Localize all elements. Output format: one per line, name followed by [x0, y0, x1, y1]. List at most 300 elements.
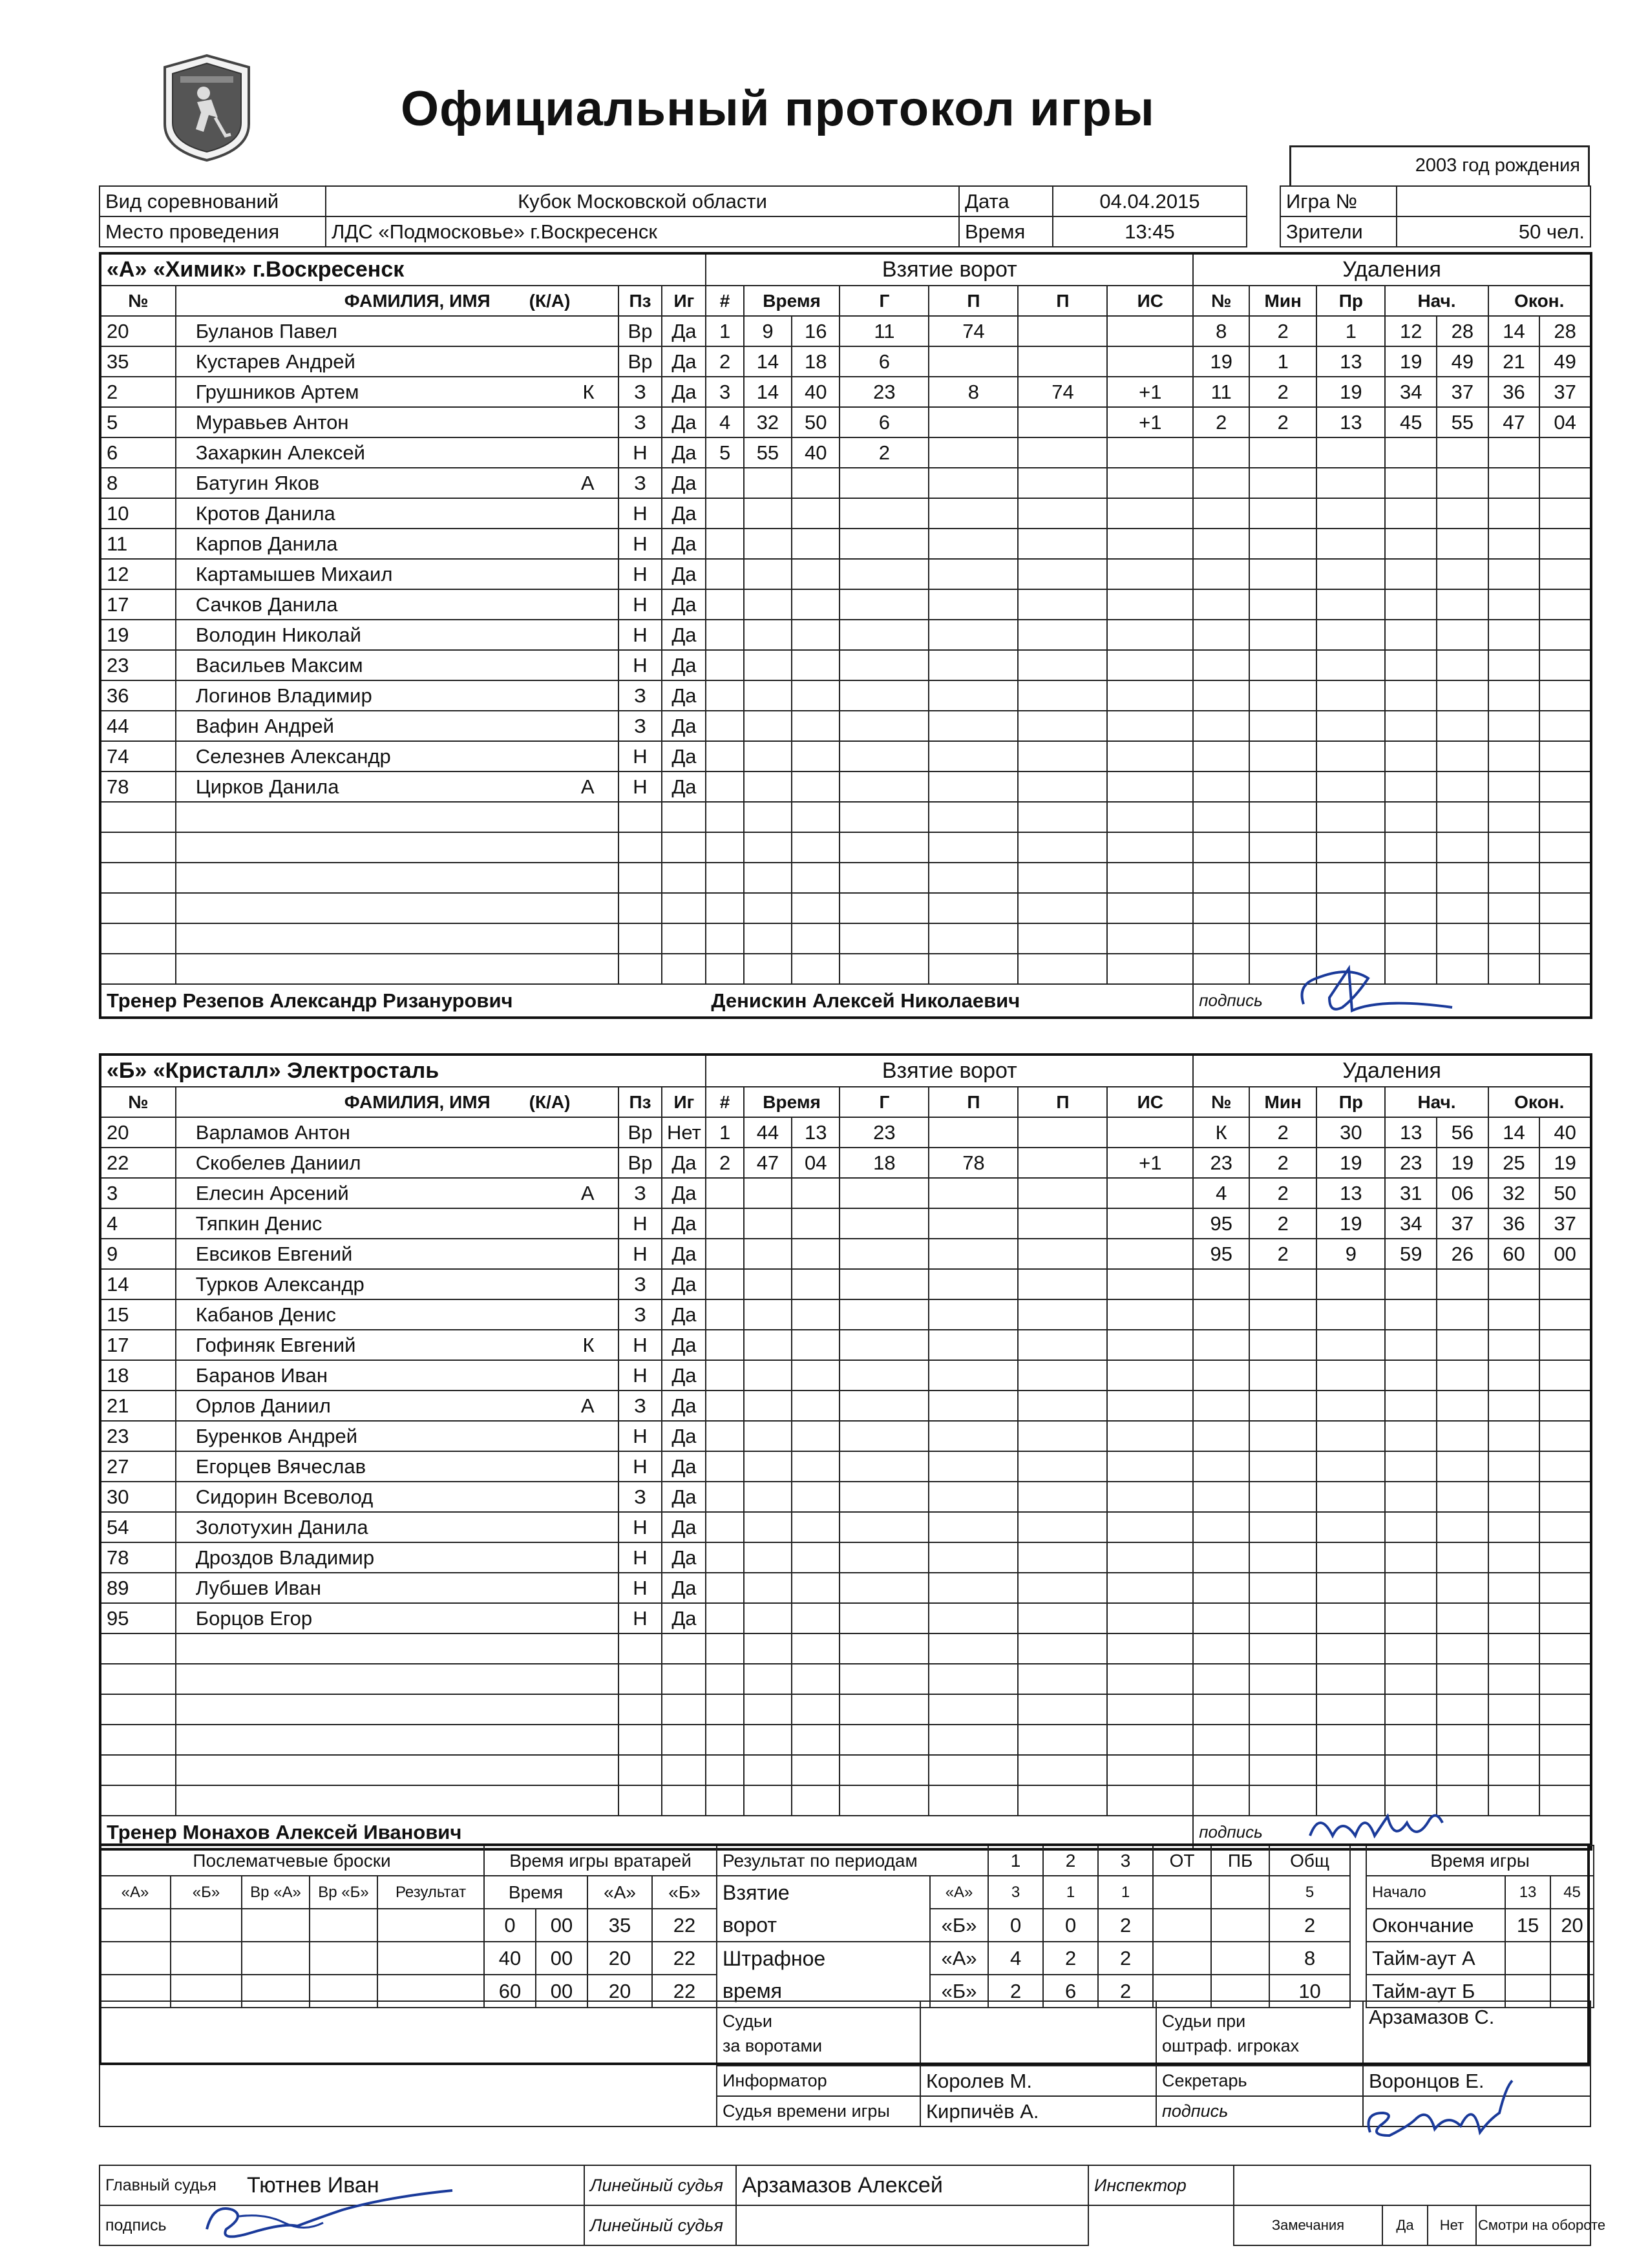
table-row — [100, 680, 1591, 711]
period-2: 2 — [1043, 1845, 1098, 1876]
player-position: Н — [618, 1542, 662, 1573]
player-name: Кабанов Денис — [195, 1303, 336, 1326]
table-row — [100, 1391, 1591, 1421]
player-name: Сидорин Всеволод — [195, 1485, 374, 1508]
table-row — [100, 1633, 1591, 1664]
goal-second: 04 — [792, 1148, 840, 1178]
penalty-start-sec: 49 — [1437, 346, 1488, 377]
birth-year-box — [1289, 145, 1590, 185]
table-row — [100, 802, 1591, 832]
penalty-minutes: 2 — [1249, 316, 1316, 346]
goal-index: 2 — [706, 1148, 743, 1178]
penalty-reason: 19 — [1316, 377, 1385, 407]
goal-assist-2 — [1018, 316, 1107, 346]
team-b-section — [99, 1053, 1590, 1851]
goal-second: 40 — [792, 437, 840, 468]
player-position: Н — [618, 1573, 662, 1603]
goals-b-p2: 0 — [1043, 1909, 1098, 1942]
period-pb: ПБ — [1211, 1845, 1269, 1876]
player-played: Да — [662, 589, 706, 620]
penalty-end-sec: 40 — [1539, 1117, 1591, 1148]
table-row — [100, 1664, 1591, 1694]
player-played: Да — [662, 1299, 706, 1330]
player-position: З — [618, 1391, 662, 1421]
goal-assist-1 — [929, 407, 1018, 437]
team-b-coach-signature — [1304, 1797, 1459, 1849]
period-ot: ОТ — [1153, 1845, 1211, 1876]
team_b-col-pen-start: Нач. — [1385, 1087, 1488, 1117]
goals-label: Взятие ворот — [723, 1881, 790, 1937]
player-played: Да — [662, 437, 706, 468]
table-row — [100, 529, 1591, 559]
player-position: Н — [618, 1451, 662, 1482]
penalty-start-min: 34 — [1385, 1208, 1437, 1239]
penalty-number: 8 — [1193, 316, 1249, 346]
goal-assist-2 — [1018, 437, 1107, 468]
player-played: Да — [662, 741, 706, 772]
player-position: Н — [618, 620, 662, 650]
player-played: Да — [662, 1208, 706, 1239]
penalty-end-min: 32 — [1488, 1178, 1540, 1208]
goal-scorer: 6 — [840, 346, 929, 377]
goal-scorer: 2 — [840, 437, 929, 468]
player-played: Да — [662, 1148, 706, 1178]
table-row — [100, 1755, 1591, 1785]
team_b-col-goal-idx: # — [706, 1087, 743, 1117]
player-played: Да — [662, 650, 706, 680]
goal-minute: 47 — [744, 1148, 792, 1178]
player-name: Муравьев Антон — [195, 410, 349, 434]
start-minute: 45 — [1550, 1876, 1594, 1909]
table-row — [100, 1603, 1591, 1633]
pim-a-p2: 2 — [1043, 1942, 1098, 1975]
player-number: 21 — [100, 1391, 176, 1421]
player-played: Да — [662, 1360, 706, 1391]
team_a-col-ig: Иг — [662, 286, 706, 316]
player-name: Грушников Артем — [195, 380, 359, 403]
player-played: Да — [662, 407, 706, 437]
table-row — [100, 1330, 1591, 1360]
penalty-reason: 30 — [1316, 1117, 1385, 1148]
team_a-col-pen-number: № — [1193, 286, 1249, 316]
penalty-minutes: 2 — [1249, 377, 1316, 407]
date-label: Дата — [959, 186, 1053, 216]
player-played: Да — [662, 1178, 706, 1208]
period-total: Общ — [1269, 1845, 1350, 1876]
period-title: Результат по периодам — [717, 1845, 988, 1876]
timeout-a-label: Тайм-аут А — [1366, 1942, 1505, 1975]
goals-team-b: «Б» — [930, 1909, 988, 1942]
summary-frame — [99, 1843, 1590, 2065]
penalty-minutes: 2 — [1249, 1208, 1316, 1239]
team_a-coach-2: Денискин Алексей Николаевич — [706, 984, 1193, 1018]
penalty-number: 2 — [1193, 407, 1249, 437]
table-row — [100, 772, 1591, 802]
player-played: Да — [662, 1512, 706, 1542]
penalty-start-min: 23 — [1385, 1148, 1437, 1178]
penalty-number: К — [1193, 1117, 1249, 1148]
goals-b-total: 2 — [1269, 1909, 1350, 1942]
secretary-label: Секретарь — [1156, 2066, 1363, 2096]
player-number: 19 — [100, 620, 176, 650]
goal-assist-1: 74 — [929, 316, 1018, 346]
team_b-col-ka: (К/А) — [529, 1091, 571, 1112]
informer-label: Информатор — [717, 2066, 920, 2096]
penalty-start-sec: 56 — [1437, 1117, 1488, 1148]
team_a-col-situation: ИС — [1107, 286, 1193, 316]
goals-a-p3: 1 — [1098, 1876, 1153, 1909]
player-name: Егорцев Вячеслав — [195, 1454, 366, 1478]
player-number: 30 — [100, 1482, 176, 1512]
player-number: 23 — [100, 650, 176, 680]
team_b-col-pz: Пз — [618, 1087, 662, 1117]
goal-situation: +1 — [1107, 377, 1193, 407]
table-row — [100, 1178, 1591, 1208]
goal-assist-2 — [1018, 407, 1107, 437]
penalty-reason: 13 — [1316, 407, 1385, 437]
timekeeper-label: Судья времени игры — [717, 2096, 920, 2126]
penalty-end-min: 60 — [1488, 1239, 1540, 1269]
chief-sign-label: подпись — [100, 2205, 242, 2245]
player-number: 22 — [100, 1148, 176, 1178]
player-name: Турков Александр — [195, 1272, 364, 1296]
penalty-minutes: 2 — [1249, 407, 1316, 437]
goalie-time-label: Время — [484, 1876, 587, 1909]
goal-minute: 44 — [744, 1117, 792, 1148]
goal-minute: 9 — [744, 316, 792, 346]
table-row — [100, 863, 1591, 893]
goal-minute: 14 — [744, 377, 792, 407]
goal-index: 5 — [706, 437, 743, 468]
goal-assist-1: 8 — [929, 377, 1018, 407]
player-played: Да — [662, 498, 706, 529]
goal-situation: +1 — [1107, 407, 1193, 437]
goals-b-p1: 0 — [988, 1909, 1043, 1942]
gk-row2-min: 40 — [484, 1942, 536, 1975]
player-name: Васильев Максим — [195, 653, 363, 677]
player-played: Да — [662, 1451, 706, 1482]
player-position: Вр — [618, 316, 662, 346]
player-name: Дроздов Владимир — [195, 1546, 375, 1569]
birth-year: 2003 год рождения — [1415, 155, 1580, 176]
goal-index: 2 — [706, 346, 743, 377]
goal-situation: +1 — [1107, 1148, 1193, 1178]
team_a-col-assist-2: П — [1018, 286, 1107, 316]
player-position: Н — [618, 559, 662, 589]
team_b-col-pen-number: № — [1193, 1087, 1249, 1117]
pim-team-a: «А» — [930, 1942, 988, 1975]
goal-index: 1 — [706, 316, 743, 346]
team_a-col-goal-time: Время — [744, 286, 840, 316]
venue-label: Место проведения — [100, 216, 326, 247]
table-row — [100, 1360, 1591, 1391]
player-position: Н — [618, 529, 662, 559]
goal-scorer: 6 — [840, 407, 929, 437]
player-number: 11 — [100, 529, 176, 559]
player-number: 20 — [100, 316, 176, 346]
player-position: Н — [618, 1330, 662, 1360]
goalie-time-title: Время игры вратарей — [484, 1845, 717, 1876]
goal-situation — [1107, 346, 1193, 377]
player-number: 78 — [100, 772, 176, 802]
see-back: Смотри на обороте — [1476, 2205, 1590, 2245]
competition-label: Вид соревнований — [100, 186, 326, 216]
goals-a-total: 5 — [1269, 1876, 1350, 1909]
goal-assist-1 — [929, 1117, 1018, 1148]
goal-index: 3 — [706, 377, 743, 407]
penalty-start-sec: 28 — [1437, 316, 1488, 346]
table-row — [100, 1725, 1591, 1755]
player-played: Да — [662, 620, 706, 650]
goal-second: 13 — [792, 1117, 840, 1148]
table-row — [100, 711, 1591, 741]
pim-b-p2: 6 — [1043, 1975, 1098, 2008]
team_b-coach: Тренер Монахов Алексей Иванович — [100, 1816, 1193, 1849]
team_a-table — [99, 252, 1592, 1019]
player-name: Картамышев Михаил — [195, 562, 393, 585]
penalty-number: 95 — [1193, 1239, 1249, 1269]
player-number: 74 — [100, 741, 176, 772]
penalty-start-min: 59 — [1385, 1239, 1437, 1269]
goal-scorer: 23 — [840, 1117, 929, 1148]
end-minute: 20 — [1550, 1909, 1594, 1942]
hockey-federation-logo — [158, 53, 255, 163]
time-value: 13:45 — [1053, 216, 1247, 247]
player-position: З — [618, 1269, 662, 1299]
player-position: З — [618, 1482, 662, 1512]
chief-referee-label: Главный судья — [100, 2165, 242, 2205]
penalty-number: 23 — [1193, 1148, 1249, 1178]
goals-team-a: «А» — [930, 1876, 988, 1909]
pim-a-p3: 2 — [1098, 1942, 1153, 1975]
table-row — [100, 620, 1591, 650]
penalty-reason: 1 — [1316, 316, 1385, 346]
player-name: Орлов Даниил — [195, 1394, 331, 1417]
player-position: Н — [618, 498, 662, 529]
pim-b-total: 10 — [1269, 1975, 1350, 2008]
pim-a-p1: 4 — [988, 1942, 1043, 1975]
shootout-title: Послематчевые броски — [100, 1845, 484, 1876]
goals-a-p2: 1 — [1043, 1876, 1098, 1909]
pim-a-total: 8 — [1269, 1942, 1350, 1975]
penalty-start-min: 31 — [1385, 1178, 1437, 1208]
gk-row1-min: 0 — [484, 1909, 536, 1942]
table-row — [100, 498, 1591, 529]
team_a-sign-label: подпись — [1199, 991, 1263, 1010]
player-position: Вр — [618, 1148, 662, 1178]
shootout-goalie-b: Вр «Б» — [310, 1876, 377, 1909]
player-name: Тяпкин Денис — [195, 1212, 322, 1235]
player-role: К — [582, 1333, 595, 1356]
player-played: Да — [662, 377, 706, 407]
table-row — [100, 923, 1591, 954]
player-name: Володин Николай — [195, 623, 361, 646]
team_b-col-assist-1: П — [929, 1087, 1018, 1117]
team_b-col-pen-end: Окон. — [1488, 1087, 1591, 1117]
goal-assist-1 — [929, 346, 1018, 377]
informer-value: Королев М. — [920, 2066, 1156, 2096]
player-played: Да — [662, 1330, 706, 1360]
table-row — [100, 832, 1591, 863]
table-row — [100, 893, 1591, 923]
gk-row3-min: 60 — [484, 1975, 536, 2008]
table-row — [100, 1451, 1591, 1482]
player-number: 2 — [100, 377, 176, 407]
goal-second: 16 — [792, 316, 840, 346]
inspector-label: Инспектор — [1088, 2165, 1234, 2205]
secretary-signature — [1351, 2074, 1545, 2152]
game-info-table — [99, 185, 1591, 247]
penalty-reason: 19 — [1316, 1208, 1385, 1239]
player-number: 5 — [100, 407, 176, 437]
team_a-col-number: № — [100, 286, 176, 316]
player-name: Батугин Яков — [195, 471, 320, 494]
penalty-start-min: 13 — [1385, 1117, 1437, 1148]
goal-situation — [1107, 1117, 1193, 1148]
penalty-end-min: 21 — [1488, 346, 1540, 377]
player-name: Карпов Данила — [195, 532, 338, 555]
player-role: А — [580, 1181, 595, 1204]
table-row — [100, 1239, 1591, 1269]
player-position: Н — [618, 650, 662, 680]
team-a-coach-signature — [1291, 959, 1459, 1017]
table-row — [100, 316, 1591, 346]
gk-row2-sec: 00 — [536, 1942, 587, 1975]
chief-referee-signature — [194, 2171, 465, 2249]
player-number: 15 — [100, 1299, 176, 1330]
team_b-col-pen-min: Мин — [1249, 1087, 1316, 1117]
player-position: Н — [618, 1512, 662, 1542]
notes-yes: Да — [1382, 2205, 1428, 2245]
penalty-start-min: 45 — [1385, 407, 1437, 437]
start-hour: 13 — [1505, 1876, 1550, 1909]
penalty-start-sec: 37 — [1437, 1208, 1488, 1239]
player-number: 4 — [100, 1208, 176, 1239]
player-position: Н — [618, 1208, 662, 1239]
player-name: Захаркин Алексей — [195, 441, 365, 464]
penalty-start-sec: 19 — [1437, 1148, 1488, 1178]
player-number: 3 — [100, 1178, 176, 1208]
goal-scorer: 18 — [840, 1148, 929, 1178]
goal-assist-2 — [1018, 1148, 1107, 1178]
player-name: Евсиков Евгений — [195, 1242, 353, 1265]
player-number: 8 — [100, 468, 176, 498]
player-position: З — [618, 1178, 662, 1208]
gk-row2-a: 20 — [587, 1942, 652, 1975]
player-played: Да — [662, 680, 706, 711]
player-name: Гофиняк Евгений — [195, 1333, 356, 1356]
team_b-col-name: ФАМИЛИЯ, ИМЯ — [344, 1091, 491, 1112]
team_a-col-goal-scorer: Г — [840, 286, 929, 316]
game-number-label: Игра № — [1280, 186, 1397, 216]
player-position: З — [618, 711, 662, 741]
page-title: Официальный протокол игры — [401, 81, 1155, 136]
team_a-coach: Тренер Резепов Александр Ризанурович — [100, 984, 706, 1018]
penalty-minutes: 2 — [1249, 1239, 1316, 1269]
team_b-col-situation: ИС — [1107, 1087, 1193, 1117]
team_b-col-goal-time: Время — [744, 1087, 840, 1117]
goal-minute: 55 — [744, 437, 792, 468]
team_b-col-goal-scorer: Г — [840, 1087, 929, 1117]
penalty-minutes: 1 — [1249, 346, 1316, 377]
player-name: Буланов Павел — [195, 319, 337, 342]
goal-minute: 14 — [744, 346, 792, 377]
player-played: Да — [662, 711, 706, 741]
line-judge-1-value: Арзамазов Алексей — [736, 2165, 1088, 2205]
goalie-b-label: «Б» — [652, 1876, 717, 1909]
goalie-a-label: «А» — [587, 1876, 652, 1909]
penalty-reason: 13 — [1316, 346, 1385, 377]
table-row — [100, 377, 1591, 407]
player-number: 17 — [100, 589, 176, 620]
gk-row1-sec: 00 — [536, 1909, 587, 1942]
team_a-goals-title: Взятие ворот — [706, 253, 1193, 286]
penalty-end-sec: 00 — [1539, 1239, 1591, 1269]
goal-second: 40 — [792, 377, 840, 407]
table-row — [100, 1269, 1591, 1299]
penalty-end-sec: 28 — [1539, 316, 1591, 346]
player-position: З — [618, 377, 662, 407]
player-position: Н — [618, 772, 662, 802]
player-position: З — [618, 468, 662, 498]
player-number: 9 — [100, 1239, 176, 1269]
penalty-end-min: 36 — [1488, 1208, 1540, 1239]
game-number-value — [1397, 186, 1590, 216]
chief-referee-value: Тютнев Иван — [242, 2165, 584, 2205]
player-number: 14 — [100, 1269, 176, 1299]
table-row — [100, 1299, 1591, 1330]
player-position: Вр — [618, 346, 662, 377]
end-hour: 15 — [1505, 1909, 1550, 1942]
player-name: Цирков Данила — [195, 775, 339, 798]
penalty-number: 11 — [1193, 377, 1249, 407]
table-row — [100, 1421, 1591, 1451]
pim-b-p1: 2 — [988, 1975, 1043, 2008]
player-position: Н — [618, 1360, 662, 1391]
player-played: Да — [662, 1269, 706, 1299]
penalty-reason: 13 — [1316, 1178, 1385, 1208]
team_a-col-pz: Пз — [618, 286, 662, 316]
player-name: Лубшев Иван — [195, 1576, 322, 1599]
player-position: Н — [618, 1603, 662, 1633]
gk-row3-sec: 00 — [536, 1975, 587, 2008]
penalty-start-min: 19 — [1385, 346, 1437, 377]
table-row — [100, 1573, 1591, 1603]
player-number: 44 — [100, 711, 176, 741]
player-name: Логинов Владимир — [195, 684, 372, 707]
player-name: Сачков Данила — [195, 593, 338, 616]
penalty-end-min: 14 — [1488, 316, 1540, 346]
notes-no: Нет — [1428, 2205, 1476, 2245]
goal-judges-label: Судьи за воротами — [723, 2011, 823, 2055]
team_a-title: «А» «Химик» г.Воскресенск — [100, 253, 706, 286]
pim-team-b: «Б» — [930, 1975, 988, 2008]
player-name: Елесин Арсений — [195, 1181, 349, 1204]
goal-assist-2: 74 — [1018, 377, 1107, 407]
team_b-table — [99, 1053, 1592, 1851]
team_a-penalties-title: Удаления — [1193, 253, 1591, 286]
table-row — [100, 1208, 1591, 1239]
goal-scorer: 23 — [840, 377, 929, 407]
penalty-reason: 9 — [1316, 1239, 1385, 1269]
team_b-col-ig: Иг — [662, 1087, 706, 1117]
player-position: З — [618, 1299, 662, 1330]
table-row — [100, 650, 1591, 680]
penalty-minutes: 2 — [1249, 1148, 1316, 1178]
table-row — [100, 589, 1591, 620]
penalty-end-min: 47 — [1488, 407, 1540, 437]
shootout-result: Результат — [377, 1876, 484, 1909]
